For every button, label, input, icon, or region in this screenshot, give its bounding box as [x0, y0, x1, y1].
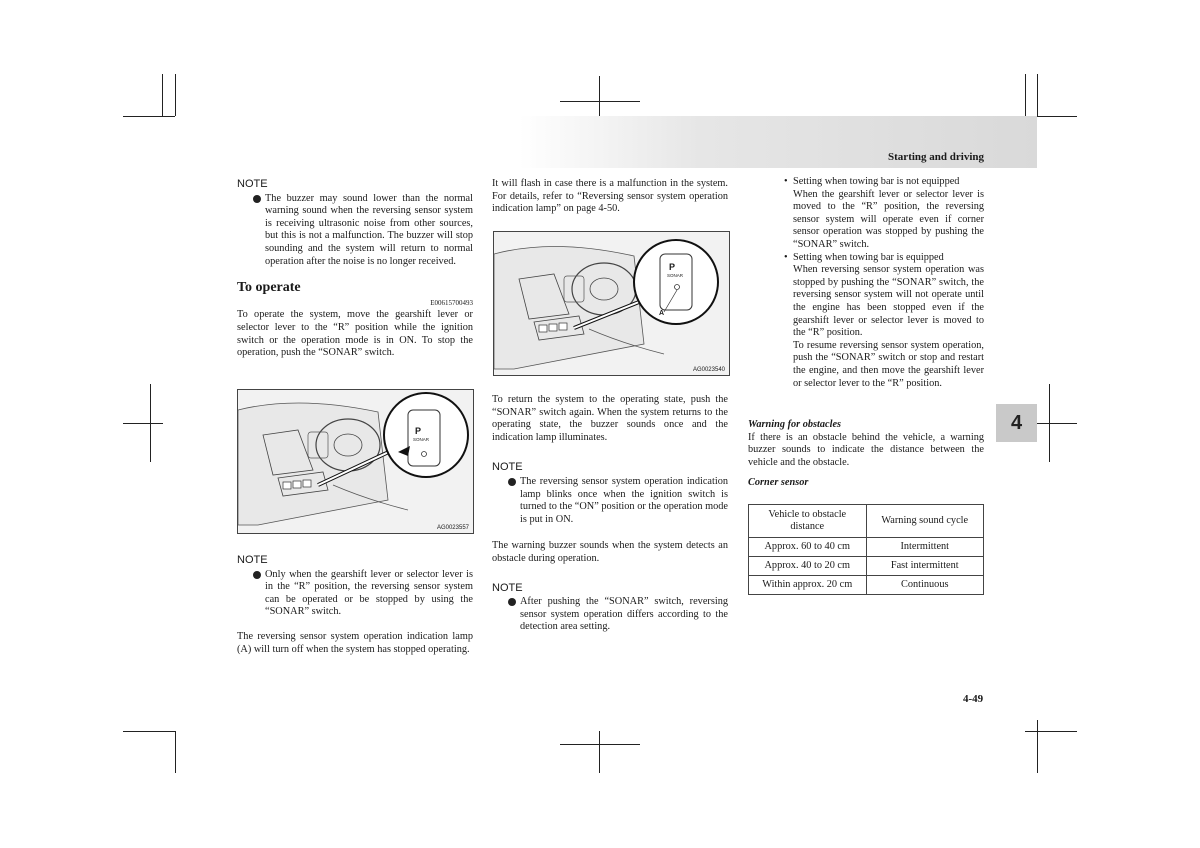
table-cell: Intermittent [866, 538, 984, 557]
list-item-text: To resume reversing sensor system operation, push the “SONAR” switch or stop and restart the engine, and then move the gearshift lever or selector lever to the “R” position. [793, 339, 984, 389]
switch-p-label: P [669, 262, 676, 272]
figure-dashboard-2 [493, 231, 730, 376]
bullet-dot [253, 195, 261, 203]
paragraph: If there is an obstacle behind the vehicle, a warning buzzer sounds to indicate the distance between the vehicle and the obstacle. [748, 431, 984, 468]
note-text: After pushing the “SONAR” switch, reversing sensor system operation differs according to the detection area setting. [520, 596, 728, 633]
note-text: Only when the gearshift lever or selector lever is in the “R” position, the reversing sensor system can be operated or be stopped by using the “SONAR” switch. [265, 568, 473, 618]
note-bullet [492, 476, 728, 526]
paragraph: It will flash in case there is a malfunction in the system. For details, refer to “Reversing sensor system operation indication lamp” on page 4-50. [492, 178, 728, 215]
bullet-dot [508, 478, 516, 486]
note-heading: NOTE [492, 461, 523, 474]
table-cell: Within approx. 20 cm [749, 576, 867, 595]
note-heading: NOTE [237, 178, 268, 190]
list-item-text: When the gearshift lever or selector lever is moved to the “R” position, the reversing sensor system will operate even if corner sensor operation was stopped by pushing the “SONAR” switch. [793, 188, 984, 250]
column-3-warning [748, 419, 984, 490]
table-cell: Fast intermittent [866, 557, 984, 576]
list-item: • Setting when towing bar is not equipped When the gearshift lever or selector lever is moved to the “R” position, the reversing sensor system will operate even if corner sensor operation was stopped by pushing the “SONAR” switch. [784, 176, 984, 250]
switch-sonar-label: SONAR [413, 437, 430, 442]
column-2 [492, 178, 728, 216]
figure-code: AG0023540 [692, 367, 725, 373]
note-text: The buzzer may sound lower than the normal warning sound when the reversing sensor system is receiving ultrasonic noise from other sources, but this is not a malfunction. The buzzer will stop sounding and the system will return to normal operation after the noise is no longer received. [265, 192, 473, 267]
dashboard-illustration [494, 232, 729, 375]
switch-p-label: P [415, 426, 422, 436]
column-2-lower [492, 394, 728, 634]
dashboard-illustration [238, 390, 473, 533]
corner-sensor-heading: Corner sensor [748, 477, 809, 489]
list-item-text: When reversing sensor system operation was stopped by pushing the “SONAR” switch, the reversing sensor system will not operate until the engine has been stopped even if the gearshift lever or selector lever is moved to the “R” position. [793, 264, 984, 339]
table-header: Warning sound cycle [866, 505, 984, 538]
paragraph: To return the system to the operating state, push the “SONAR” switch again. When the system returns to the operating state, the buzzer sounds once and the indication lamp illuminates. [492, 394, 728, 443]
list-item: • Setting when towing bar is equipped When reversing sensor system operation was stopped by pushing the “SONAR” switch, the reversing sensor system will not operate until the engine has been stopped even if the gearshift lever or selector lever is moved to the “R” position. To resume reversing sensor system operation, push the “SONAR” switch or stop and restart the engine, and then move the gearshift lever or selector lever to the “R” position. [784, 251, 984, 389]
column-1-lower [237, 554, 473, 656]
table-row [749, 538, 984, 557]
column-1 [237, 178, 473, 360]
table-row [749, 576, 984, 595]
warning-heading: Warning for obstacles [748, 419, 842, 430]
note-text: The reversing sensor system operation indication lamp blinks once when the ignition switch is turned to the “ON” position or the operation mode is put in ON. [520, 475, 728, 525]
section-title: Starting and driving [888, 151, 984, 163]
paragraph: To operate the system, move the gearshift lever or selector lever to the “R” position while the ignition switch or the operation mode is in ON. To stop the operation, push the “SONAR” switch. [237, 309, 473, 359]
note-bullet [237, 193, 473, 269]
note-heading: NOTE [237, 554, 268, 566]
chapter-tab: 4 [996, 404, 1037, 442]
bullet-dot [253, 571, 261, 579]
table-cell: Approx. 60 to 40 cm [749, 538, 867, 557]
section-heading: To operate [237, 280, 301, 296]
note-bullet [237, 569, 473, 619]
table-row [749, 557, 984, 576]
table-cell: Approx. 40 to 20 cm [749, 557, 867, 576]
figure-code: AG0023557 [436, 525, 469, 531]
page-number: 4-49 [963, 693, 984, 705]
warning-table [748, 504, 984, 595]
switch-sonar-label: SONAR [667, 273, 684, 278]
section-code: E00615700493 [430, 298, 473, 307]
note-bullet [492, 596, 728, 634]
note-heading: NOTE [492, 581, 523, 594]
list-item-title: Setting when towing bar is equipped [793, 251, 944, 263]
table-header: Vehicle to obstacle distance [749, 505, 867, 538]
table-cell: Continuous [866, 576, 984, 595]
table-header-row [749, 505, 984, 538]
figure-dashboard-1 [237, 389, 474, 534]
callout-a: A [659, 310, 665, 317]
bullet-dot [508, 598, 516, 606]
list-item-title: Setting when towing bar is not equipped [793, 176, 960, 187]
paragraph: The warning buzzer sounds when the system detects an obstacle during operation. [492, 540, 728, 564]
paragraph: The reversing sensor system operation indication lamp (A) will turn off when the system has stopped operating. [237, 630, 473, 655]
column-3-list [784, 176, 984, 390]
